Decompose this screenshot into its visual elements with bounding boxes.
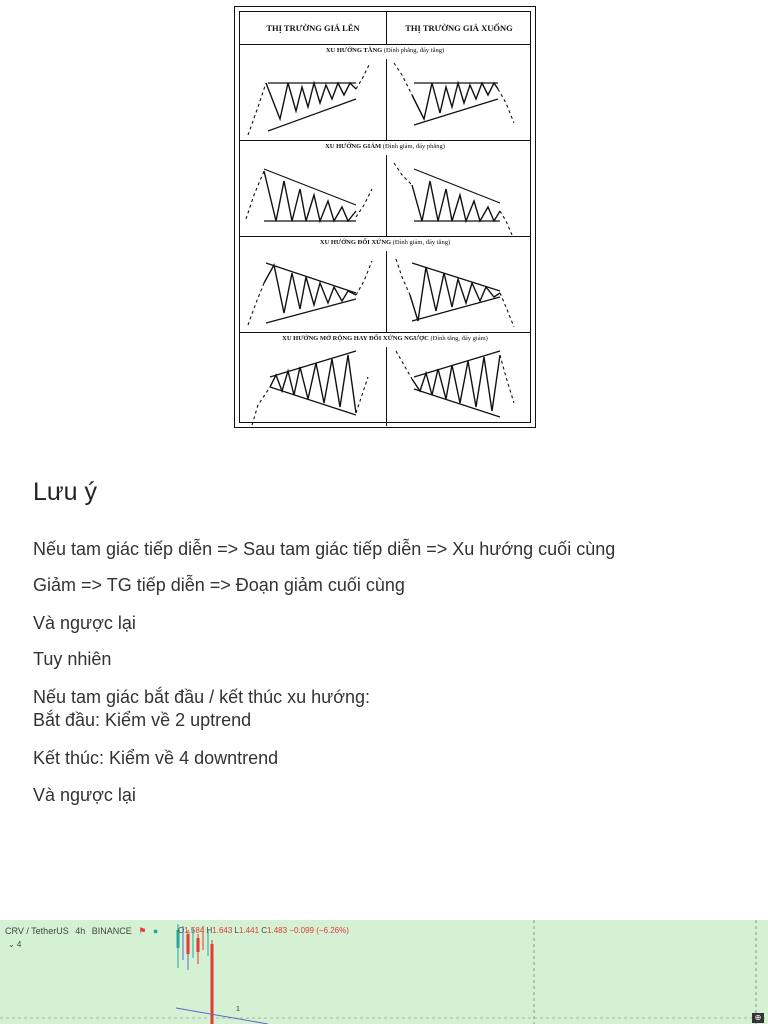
broadening-bull-diagram [244,347,382,427]
note-line-4: Tuy nhiên [33,649,112,669]
pattern-row-broadening [240,332,530,426]
note-line-5: Nếu tam giác bắt đầu / kết thúc xu hướng: [33,687,371,707]
pattern-note: (Đỉnh giảm, đáy phẳng) [382,143,445,150]
symbol-pair[interactable]: CRV / TetherUS [5,926,69,936]
row-divider [386,155,387,236]
open-label: O [178,926,185,935]
pattern-title: XU HƯỚNG TĂNG [325,47,383,54]
chart-scroll-icon[interactable]: ⊕ [752,1013,764,1023]
pattern-title: XU HƯỚNG GIẢM [325,143,382,150]
close-value: 1.483 [267,926,288,935]
pattern-title: XU HƯỚNG MỞ RỘNG HAY ĐỐI XỨNG NGƯỢC [282,335,429,342]
pattern-title: XU HƯỚNG ĐỐI XỨNG [319,239,392,246]
pattern-row-label [240,335,530,342]
high-label: H [206,926,213,935]
ohlc-readout [178,926,349,935]
pattern-row-descending [240,140,530,236]
high-value: 1.643 [212,926,233,935]
indicator-collapse-toggle[interactable]: ⌄ 4 [8,940,22,949]
low-label: L [234,926,239,935]
close-label: C [261,926,268,935]
pattern-note: (Đỉnh tăng, đáy giảm) [430,335,488,342]
ascending-bear-diagram [390,59,528,139]
header-bear-market: THỊ TRƯỜNG GIÁ XUỐNG [405,23,513,33]
chart-marker-label: 1 [236,1006,240,1013]
open-value: 1.584 [184,926,205,935]
note-line-1: Nếu tam giác tiếp diễn => Sau tam giác tiếp diễn => Xu hướng cuối cùng [33,539,616,559]
note-line-8: Và ngược lại [33,785,136,805]
notes-title: Lưu ý [33,478,97,506]
row-divider [386,251,387,332]
chart-interval[interactable]: 4h [75,926,86,936]
pattern-row-symmetrical [240,236,530,332]
header-bull-market: THỊ TRƯỜNG GIÁ LÊN [266,23,360,33]
change-value: −0.099 (−6.26%) [289,926,349,935]
pattern-row-ascending [240,44,530,140]
ascending-bull-diagram [244,59,382,139]
pattern-note: (Đỉnh phẳng, đáy tăng) [383,47,445,54]
descending-bear-diagram [390,155,528,235]
symmetrical-bear-diagram [390,251,528,331]
note-line-6: Bắt đầu: Kiểm về 2 uptrend [33,710,252,730]
note-line-3: Và ngược lại [33,613,136,633]
note-line-7: Kết thúc: Kiểm về 4 downtrend [33,748,279,768]
descending-bull-diagram [244,155,382,235]
pattern-row-label [240,47,530,54]
chart-exchange: BINANCE [91,926,132,936]
pattern-row-label [240,143,530,150]
note-line-2: Giảm => TG tiếp diễn => Đoạn giảm cuối cùng [33,575,405,595]
figure-frame [239,11,531,423]
low-value: 1.441 [239,926,260,935]
status-dot-icon: ● [152,926,159,936]
row-divider [386,59,387,140]
broadening-bear-diagram [390,347,528,427]
triangle-patterns-figure [234,6,536,428]
flag-icon[interactable]: ⚑ [138,926,147,936]
row-divider [386,347,387,426]
price-chart[interactable] [0,920,768,1024]
symmetrical-bull-diagram [244,251,382,331]
pattern-note: (Đỉnh giảm, đáy tăng) [392,239,451,246]
pattern-row-label [240,239,530,246]
chart-legend [5,926,162,937]
